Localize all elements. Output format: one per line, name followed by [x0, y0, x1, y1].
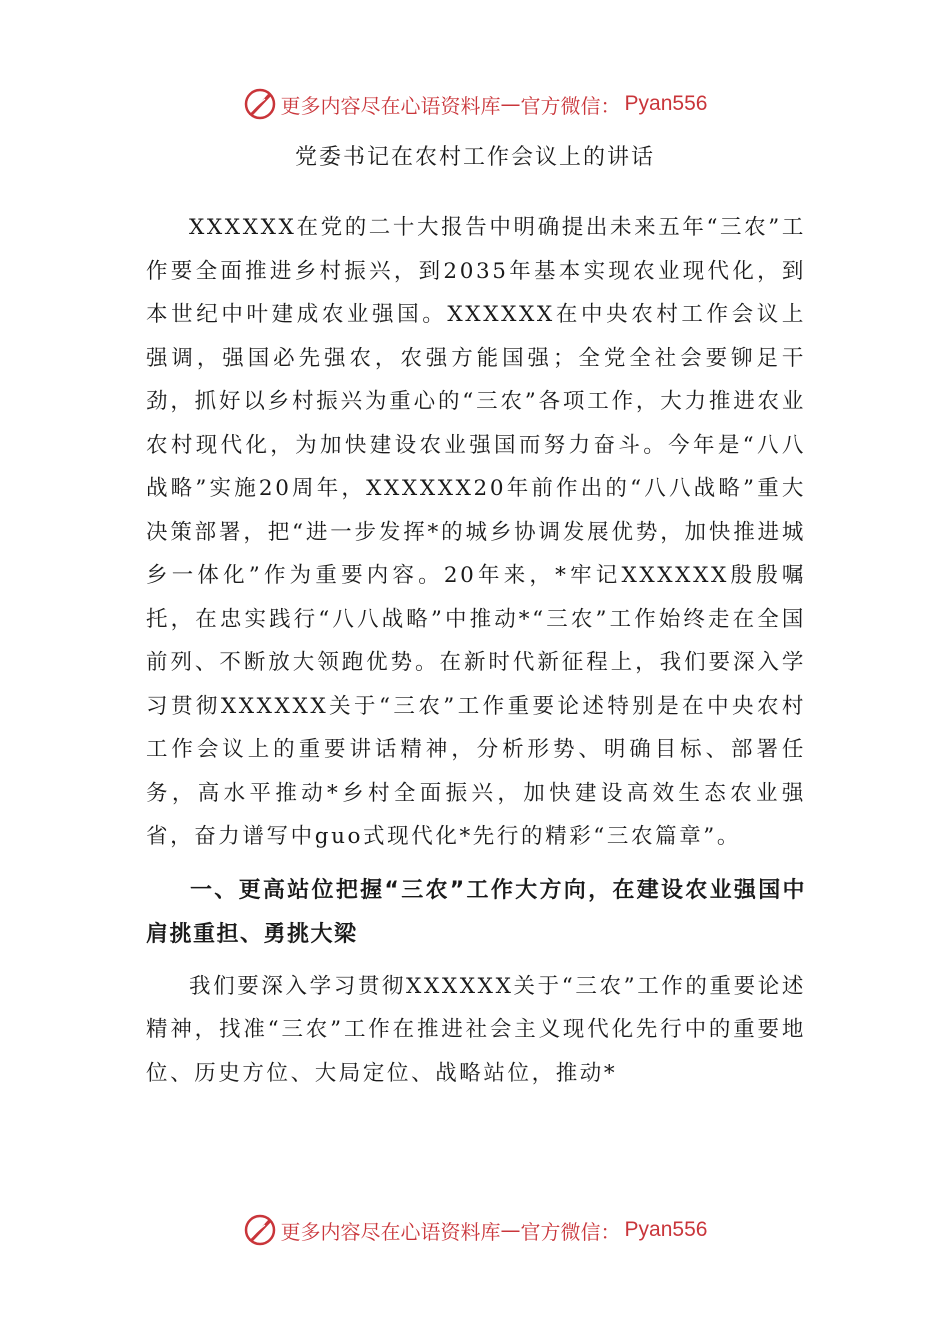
paragraph-intro: XXXXXX在党的二十大报告中明确提出未来五年“三农”工作要全面推进乡村振兴，到2035年基本实现农业现代化，到本世纪中叶建成农业强国。XXXXXX在中央农村工作会议上强调，强国必先强农，农强方能国强；全党全社会要铆足干劲，抓好以乡村振兴为重心的“三农”各项工作，大力推进农业农村现代化，为加快建设农业强国而努力奋斗。今年是“八八战略”实施20周年，XXXXXX20年前作出的“八八战略”重大决策部署，把“进一步发挥*的城乡协调发展优势，加快推进城乡一体化”作为重要内容。20年来，*牢记XXXXXX殷殷嘱托，在忠实践行“八八战略”中推动*“三农”工作始终走在全国前列、不断放大领跑优势。在新时代新征程上，我们要深入学习贯彻XXXXXX关于“三农”工作重要论述特别是在中央农村工作会议上的重要讲话精神，分析形势、明确目标、部署任务，高水平推动*乡村全面振兴，加快建设高效生态农业强省，奋力谱写中guo式现代化*先行的精彩“三农篇章”。 [146, 215, 806, 849]
footer-banner [0, 1210, 950, 1250]
wechat-id: Pyan556 [624, 92, 708, 115]
document-body [146, 206, 806, 1095]
paragraph-section-1: 我们要深入学习贯彻XXXXXX关于“三农”工作的重要论述精神，找准“三农”工作在推进社会主义现代化先行中的重要地位、历史方位、大局定位、战略站位，推动* [146, 973, 806, 1086]
banner-text: 更多内容尽在心语资料库 [280, 93, 501, 118]
wechat-label: 官方微信： [520, 1219, 621, 1244]
document-title: 党委书记在农村工作会议上的讲话 [294, 145, 655, 170]
section-heading-1: 一、更高站位把握“三农”工作大方向，在建设农业强国中肩挑重担、勇挑大梁 [146, 877, 806, 947]
quill-logo-icon [243, 1213, 277, 1247]
banner-dash: — [500, 92, 521, 116]
wechat-id: Pyan556 [624, 1218, 708, 1241]
quill-logo-icon [243, 87, 277, 121]
header-banner [0, 84, 950, 124]
banner-dash: — [500, 1218, 521, 1242]
wechat-label: 官方微信： [520, 93, 621, 118]
banner-text: 更多内容尽在心语资料库 [280, 1219, 501, 1244]
